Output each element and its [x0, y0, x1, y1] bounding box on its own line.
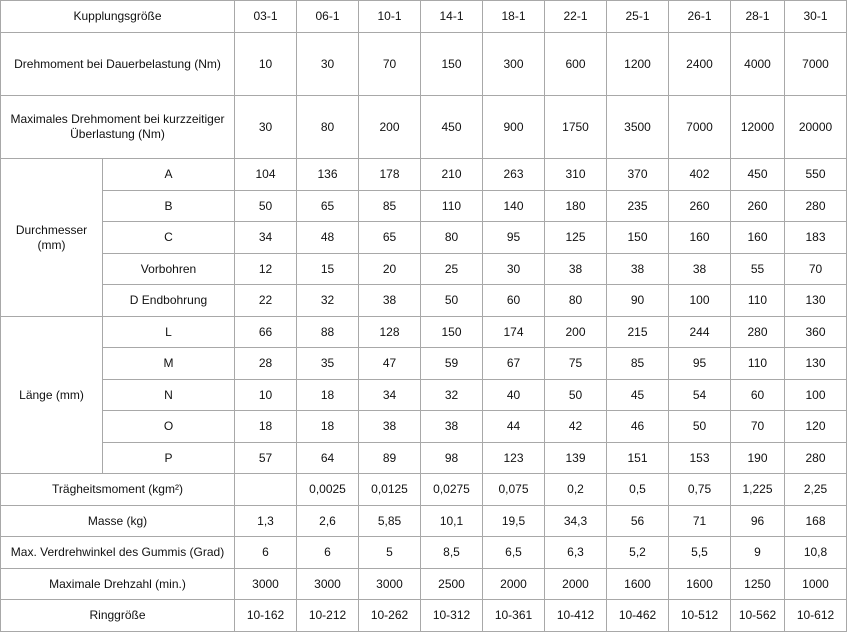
value-cell: 130: [785, 348, 847, 380]
inertia-label: Trägheitsmoment (kgm²): [1, 474, 235, 506]
value-cell: 65: [297, 191, 359, 222]
diameter-sub-label: Vorbohren: [103, 254, 235, 285]
value-cell: 32: [421, 380, 483, 411]
value-cell: 50: [669, 411, 731, 443]
value-cell: 45: [607, 380, 669, 411]
value-cell: 18: [235, 411, 297, 443]
value-cell: 110: [731, 348, 785, 380]
value-cell: 150: [607, 222, 669, 254]
value-cell: 7000: [669, 96, 731, 159]
diameter-group-label: [1, 159, 103, 317]
value-cell: 26-1: [669, 1, 731, 33]
value-cell: 48: [297, 222, 359, 254]
value-cell: 260: [669, 191, 731, 222]
length-row: [1, 443, 847, 474]
value-cell: 160: [731, 222, 785, 254]
value-cell: 160: [669, 222, 731, 254]
header-row: [1, 1, 847, 33]
value-cell: 60: [483, 285, 545, 317]
value-cell: 235: [607, 191, 669, 222]
value-cell: 03-1: [235, 1, 297, 33]
value-cell: 95: [483, 222, 545, 254]
value-cell: 30: [483, 254, 545, 285]
value-cell: 60: [731, 380, 785, 411]
value-cell: 900: [483, 96, 545, 159]
value-cell: 55: [731, 254, 785, 285]
value-cell: 168: [785, 506, 847, 537]
value-cell: 96: [731, 506, 785, 537]
value-cell: 5: [359, 537, 421, 569]
max-speed-row: [1, 569, 847, 600]
value-cell: 38: [607, 254, 669, 285]
value-cell: 10-612: [785, 600, 847, 632]
length-sub-label: O: [103, 411, 235, 443]
value-cell: 56: [607, 506, 669, 537]
value-cell: 402: [669, 159, 731, 191]
torque-continuous-row: [1, 33, 847, 96]
value-cell: 20: [359, 254, 421, 285]
value-cell: 550: [785, 159, 847, 191]
value-cell: 10-262: [359, 600, 421, 632]
value-cell: 300: [483, 33, 545, 96]
diameter-sub-label: D Endbohrung: [103, 285, 235, 317]
value-cell: 67: [483, 348, 545, 380]
value-cell: 6,3: [545, 537, 607, 569]
value-cell: 88: [297, 317, 359, 348]
value-cell: 50: [235, 191, 297, 222]
value-cell: 25: [421, 254, 483, 285]
diameter-group-line2: (mm): [37, 237, 66, 252]
diameter-row: [1, 159, 847, 191]
value-cell: 280: [731, 317, 785, 348]
value-cell: 42: [545, 411, 607, 443]
value-cell: 3000: [235, 569, 297, 600]
value-cell: 34: [235, 222, 297, 254]
value-cell: 0,5: [607, 474, 669, 506]
value-cell: 1200: [607, 33, 669, 96]
value-cell: 85: [359, 191, 421, 222]
value-cell: 70: [785, 254, 847, 285]
value-cell: 2400: [669, 33, 731, 96]
value-cell: 46: [607, 411, 669, 443]
diameter-row: [1, 285, 847, 317]
value-cell: 110: [731, 285, 785, 317]
length-row: [1, 348, 847, 380]
value-cell: 70: [731, 411, 785, 443]
value-cell: 244: [669, 317, 731, 348]
value-cell: 360: [785, 317, 847, 348]
value-cell: 47: [359, 348, 421, 380]
value-cell: 89: [359, 443, 421, 474]
torque-max-label: [1, 96, 235, 159]
value-cell: 0,75: [669, 474, 731, 506]
value-cell: 12000: [731, 96, 785, 159]
value-cell: 38: [359, 411, 421, 443]
value-cell: 50: [421, 285, 483, 317]
value-cell: 130: [785, 285, 847, 317]
value-cell: 34,3: [545, 506, 607, 537]
value-cell: 120: [785, 411, 847, 443]
value-cell: 370: [607, 159, 669, 191]
value-cell: 280: [785, 191, 847, 222]
value-cell: 71: [669, 506, 731, 537]
value-cell: 263: [483, 159, 545, 191]
value-cell: 600: [545, 33, 607, 96]
value-cell: 85: [607, 348, 669, 380]
value-cell: 180: [545, 191, 607, 222]
value-cell: 12: [235, 254, 297, 285]
value-cell: 20000: [785, 96, 847, 159]
value-cell: 200: [359, 96, 421, 159]
value-cell: 123: [483, 443, 545, 474]
value-cell: 3500: [607, 96, 669, 159]
value-cell: 125: [545, 222, 607, 254]
value-cell: 10-512: [669, 600, 731, 632]
value-cell: 98: [421, 443, 483, 474]
value-cell: 1000: [785, 569, 847, 600]
value-cell: 34: [359, 380, 421, 411]
value-cell: 80: [297, 96, 359, 159]
value-cell: 1750: [545, 96, 607, 159]
value-cell: 65: [359, 222, 421, 254]
value-cell: 90: [607, 285, 669, 317]
length-row: [1, 317, 847, 348]
diameter-row: [1, 222, 847, 254]
value-cell: 183: [785, 222, 847, 254]
value-cell: 2,6: [297, 506, 359, 537]
value-cell: 32: [297, 285, 359, 317]
length-group-label: Länge (mm): [1, 317, 103, 474]
torque-max-row: [1, 96, 847, 159]
value-cell: 22-1: [545, 1, 607, 33]
value-cell: [235, 474, 297, 506]
value-cell: 0,0125: [359, 474, 421, 506]
diameter-group-line1: Durchmesser: [15, 222, 88, 237]
value-cell: 15: [297, 254, 359, 285]
length-row: [1, 380, 847, 411]
value-cell: 10-212: [297, 600, 359, 632]
mass-row: [1, 506, 847, 537]
value-cell: 2500: [421, 569, 483, 600]
length-sub-label: N: [103, 380, 235, 411]
value-cell: 19,5: [483, 506, 545, 537]
value-cell: 110: [421, 191, 483, 222]
value-cell: 153: [669, 443, 731, 474]
value-cell: 260: [731, 191, 785, 222]
value-cell: 3000: [297, 569, 359, 600]
value-cell: 28-1: [731, 1, 785, 33]
value-cell: 10-462: [607, 600, 669, 632]
value-cell: 6: [297, 537, 359, 569]
value-cell: 10-1: [359, 1, 421, 33]
max-speed-label: Maximale Drehzahl (min.): [1, 569, 235, 600]
value-cell: 9: [731, 537, 785, 569]
value-cell: 104: [235, 159, 297, 191]
value-cell: 57: [235, 443, 297, 474]
length-sub-label: L: [103, 317, 235, 348]
value-cell: 100: [785, 380, 847, 411]
value-cell: 18: [297, 380, 359, 411]
value-cell: 5,2: [607, 537, 669, 569]
value-cell: 1600: [669, 569, 731, 600]
value-cell: 174: [483, 317, 545, 348]
value-cell: 2000: [545, 569, 607, 600]
value-cell: 54: [669, 380, 731, 411]
length-sub-label: M: [103, 348, 235, 380]
value-cell: 0,075: [483, 474, 545, 506]
value-cell: 38: [421, 411, 483, 443]
value-cell: 38: [545, 254, 607, 285]
value-cell: 150: [421, 33, 483, 96]
value-cell: 25-1: [607, 1, 669, 33]
value-cell: 151: [607, 443, 669, 474]
value-cell: 28: [235, 348, 297, 380]
inertia-row: [1, 474, 847, 506]
value-cell: 66: [235, 317, 297, 348]
value-cell: 6,5: [483, 537, 545, 569]
diameter-sub-label: A: [103, 159, 235, 191]
length-sub-label: P: [103, 443, 235, 474]
value-cell: 75: [545, 348, 607, 380]
value-cell: 30-1: [785, 1, 847, 33]
value-cell: 210: [421, 159, 483, 191]
value-cell: 178: [359, 159, 421, 191]
value-cell: 80: [421, 222, 483, 254]
header-label: Kupplungsgröße: [1, 1, 235, 33]
torque-max-label-line1: Maximales Drehmoment bei kurzzeitiger: [10, 112, 225, 126]
value-cell: 06-1: [297, 1, 359, 33]
diameter-row: [1, 191, 847, 222]
value-cell: 7000: [785, 33, 847, 96]
value-cell: 150: [421, 317, 483, 348]
value-cell: 0,0025: [297, 474, 359, 506]
value-cell: 95: [669, 348, 731, 380]
value-cell: 18: [297, 411, 359, 443]
value-cell: 10-312: [421, 600, 483, 632]
value-cell: 35: [297, 348, 359, 380]
value-cell: 10: [235, 380, 297, 411]
value-cell: 38: [669, 254, 731, 285]
value-cell: 10,1: [421, 506, 483, 537]
torque-max-label-line2: Überlastung (Nm): [70, 127, 165, 141]
value-cell: 0,0275: [421, 474, 483, 506]
value-cell: 40: [483, 380, 545, 411]
value-cell: 18-1: [483, 1, 545, 33]
value-cell: 1,225: [731, 474, 785, 506]
value-cell: 190: [731, 443, 785, 474]
value-cell: 1250: [731, 569, 785, 600]
value-cell: 10-562: [731, 600, 785, 632]
value-cell: 6: [235, 537, 297, 569]
mass-label: Masse (kg): [1, 506, 235, 537]
value-cell: 80: [545, 285, 607, 317]
twist-angle-label: Max. Verdrehwinkel des Gummis (Grad): [1, 537, 235, 569]
value-cell: 450: [421, 96, 483, 159]
value-cell: 38: [359, 285, 421, 317]
value-cell: 128: [359, 317, 421, 348]
value-cell: 5,85: [359, 506, 421, 537]
value-cell: 100: [669, 285, 731, 317]
value-cell: 8,5: [421, 537, 483, 569]
value-cell: 10-412: [545, 600, 607, 632]
ring-size-row: [1, 600, 847, 632]
value-cell: 30: [297, 33, 359, 96]
value-cell: 59: [421, 348, 483, 380]
value-cell: 44: [483, 411, 545, 443]
value-cell: 14-1: [421, 1, 483, 33]
value-cell: 280: [785, 443, 847, 474]
value-cell: 139: [545, 443, 607, 474]
value-cell: 30: [235, 96, 297, 159]
value-cell: 2000: [483, 569, 545, 600]
value-cell: 10,8: [785, 537, 847, 569]
value-cell: 22: [235, 285, 297, 317]
value-cell: 70: [359, 33, 421, 96]
ring-size-label: Ringgröße: [1, 600, 235, 632]
value-cell: 0,2: [545, 474, 607, 506]
value-cell: 1,3: [235, 506, 297, 537]
value-cell: 1600: [607, 569, 669, 600]
value-cell: 215: [607, 317, 669, 348]
value-cell: 450: [731, 159, 785, 191]
value-cell: 2,25: [785, 474, 847, 506]
value-cell: 10: [235, 33, 297, 96]
value-cell: 136: [297, 159, 359, 191]
length-row: [1, 411, 847, 443]
diameter-sub-label: C: [103, 222, 235, 254]
value-cell: 3000: [359, 569, 421, 600]
diameter-sub-label: B: [103, 191, 235, 222]
value-cell: 5,5: [669, 537, 731, 569]
value-cell: 50: [545, 380, 607, 411]
value-cell: 200: [545, 317, 607, 348]
value-cell: 310: [545, 159, 607, 191]
value-cell: 4000: [731, 33, 785, 96]
twist-angle-row: [1, 537, 847, 569]
value-cell: 10-361: [483, 600, 545, 632]
torque-continuous-label: Drehmoment bei Dauerbelastung (Nm): [1, 33, 235, 96]
diameter-row: [1, 254, 847, 285]
value-cell: 64: [297, 443, 359, 474]
value-cell: 10-162: [235, 600, 297, 632]
value-cell: 140: [483, 191, 545, 222]
